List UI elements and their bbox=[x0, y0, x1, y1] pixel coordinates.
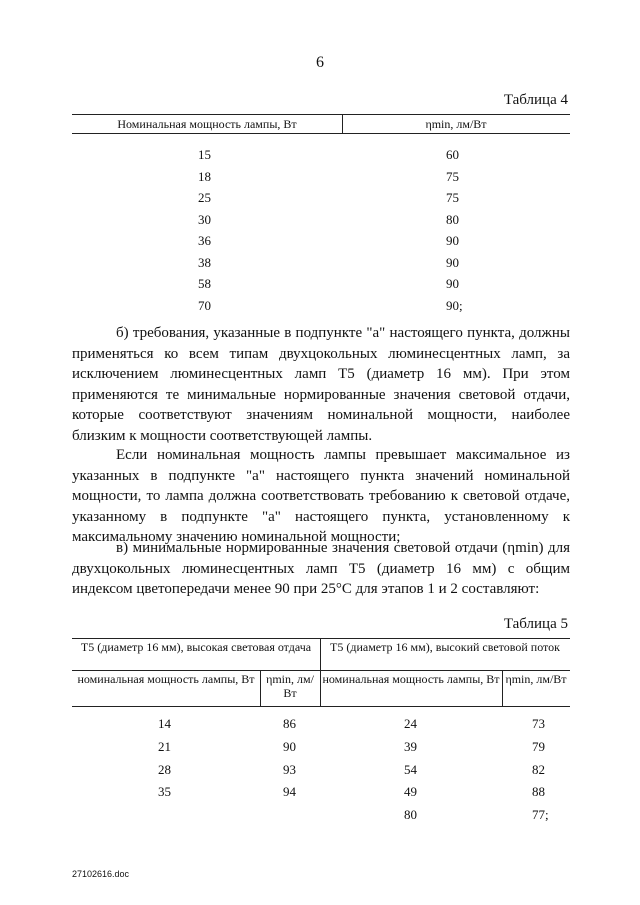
table4-cell-efficacy: 90 bbox=[446, 254, 459, 270]
table4-header-power: Номинальная мощность лампы, Вт bbox=[117, 117, 297, 131]
table4-cell-efficacy: 60 bbox=[446, 147, 459, 162]
table4-cell-power: 25 bbox=[198, 190, 211, 205]
table5-cell: 54 bbox=[404, 762, 417, 777]
table5-subheader-power-2: номинальная мощность лампы, Вт bbox=[322, 672, 500, 686]
table5-cell: 14 bbox=[158, 716, 171, 731]
table5-cell: 94 bbox=[283, 784, 296, 799]
table4-row bbox=[0, 298, 640, 320]
table5-subheader-power-1: номинальная мощность лампы, Вт bbox=[77, 672, 255, 686]
table5-cell: 93 bbox=[283, 762, 296, 777]
table5-cell: 24 bbox=[404, 716, 417, 731]
table4-cell-power: 70 bbox=[198, 297, 211, 313]
table4-caption: Таблица 4 bbox=[503, 92, 568, 108]
table4-header-efficacy: ηmin, лм/Вт bbox=[425, 117, 487, 131]
table5-cell: 39 bbox=[404, 739, 417, 754]
table5-subheader-efficacy-2: ηmin, лм/Вт bbox=[505, 672, 567, 686]
table5-cell: 49 bbox=[404, 784, 417, 799]
table5-row bbox=[0, 739, 640, 762]
table5-cell: 80 bbox=[404, 807, 417, 822]
paragraph-v: в) минимальные нормированные значения световой отдачи (ηmin) для двухцокольных люминесцентных ламп Т5 (диаметр 16 мм) с общим индексом цветопередачи менее 90 при 25°С для этапов 1 и 2 составляют: bbox=[72, 540, 570, 598]
table4-cell-power: 58 bbox=[198, 276, 211, 291]
table5-cell: 73 bbox=[532, 716, 545, 731]
table4-row bbox=[0, 233, 640, 255]
document-filename-footer: 27102616.doc bbox=[72, 869, 130, 879]
page-number: 6 bbox=[316, 54, 324, 71]
table4-row bbox=[0, 276, 640, 298]
table4-cell-power: 18 bbox=[198, 168, 211, 184]
table4-row bbox=[0, 147, 640, 169]
table4-row bbox=[0, 212, 640, 234]
table5-group-high-output: Т5 (диаметр 16 мм), высокий световой поток bbox=[330, 640, 560, 654]
table4-cell-efficacy: 90 bbox=[446, 233, 459, 248]
table5-cell: 79 bbox=[532, 739, 545, 754]
table5-cell: 88 bbox=[532, 784, 545, 799]
table4-cell-efficacy: 75 bbox=[446, 168, 459, 184]
table5-group-rule bbox=[72, 670, 570, 671]
table5-cell: 35 bbox=[158, 784, 171, 799]
table5-row bbox=[0, 784, 640, 807]
table5-caption: Таблица 5 bbox=[503, 616, 568, 632]
table5-cell: 90 bbox=[283, 739, 296, 754]
table5-cell: 28 bbox=[158, 762, 171, 777]
table4-cell-efficacy: 90 bbox=[446, 276, 459, 291]
table4-row bbox=[0, 190, 640, 212]
table5-group-high-efficacy: Т5 (диаметр 16 мм), высокая световая отдача bbox=[80, 640, 312, 654]
table4-cell-power: 38 bbox=[198, 254, 211, 270]
table5-cell: 21 bbox=[158, 739, 171, 754]
table5-cell: 77; bbox=[532, 807, 549, 822]
table5-row bbox=[0, 716, 640, 739]
table5-cell: 82 bbox=[532, 762, 545, 777]
table4-cell-efficacy: 90; bbox=[446, 297, 463, 313]
table4-cell-power: 36 bbox=[198, 233, 211, 248]
table5-header-rule bbox=[72, 706, 570, 707]
table4-top-rule bbox=[72, 114, 570, 115]
table5-cell: 86 bbox=[283, 716, 296, 731]
table4-row bbox=[0, 169, 640, 191]
paragraph-max-power: Если номинальная мощность лампы превышает максимальное из указанных в подпункте "а" настоящего пункта значений номинальной мощности, то лампа должна соответствовать требованию к световой отдаче, указанному в подпункте "а" настоящего пункта, установленному к максимальному значению номинальной мощности; bbox=[72, 447, 570, 546]
table5-subheader-efficacy-1: ηmin, лм/Вт bbox=[266, 672, 314, 700]
paragraph-b: б) требования, указанные в подпункте "а" настоящего пункта, должны применяться ко всем типам двухцокольных люминесцентных ламп, за исключением люминесцентных ламп Т5 (диаметр 16 мм). При этом применяются те минимальные нормированные значения световой отдачи, которые соответствуют значениям номинальной мощности, наиболее близким к мощности соответствующей лампы. bbox=[72, 325, 570, 444]
table4-row bbox=[0, 255, 640, 277]
table5-top-rule bbox=[72, 638, 570, 639]
table4-cell-power: 15 bbox=[198, 147, 211, 162]
table4-header-rule bbox=[72, 133, 570, 134]
table5-row bbox=[0, 762, 640, 785]
table4-cell-power: 30 bbox=[198, 211, 211, 227]
table4-cell-efficacy: 80 bbox=[446, 211, 459, 227]
table5-row bbox=[0, 807, 640, 830]
table4-cell-efficacy: 75 bbox=[446, 190, 459, 205]
